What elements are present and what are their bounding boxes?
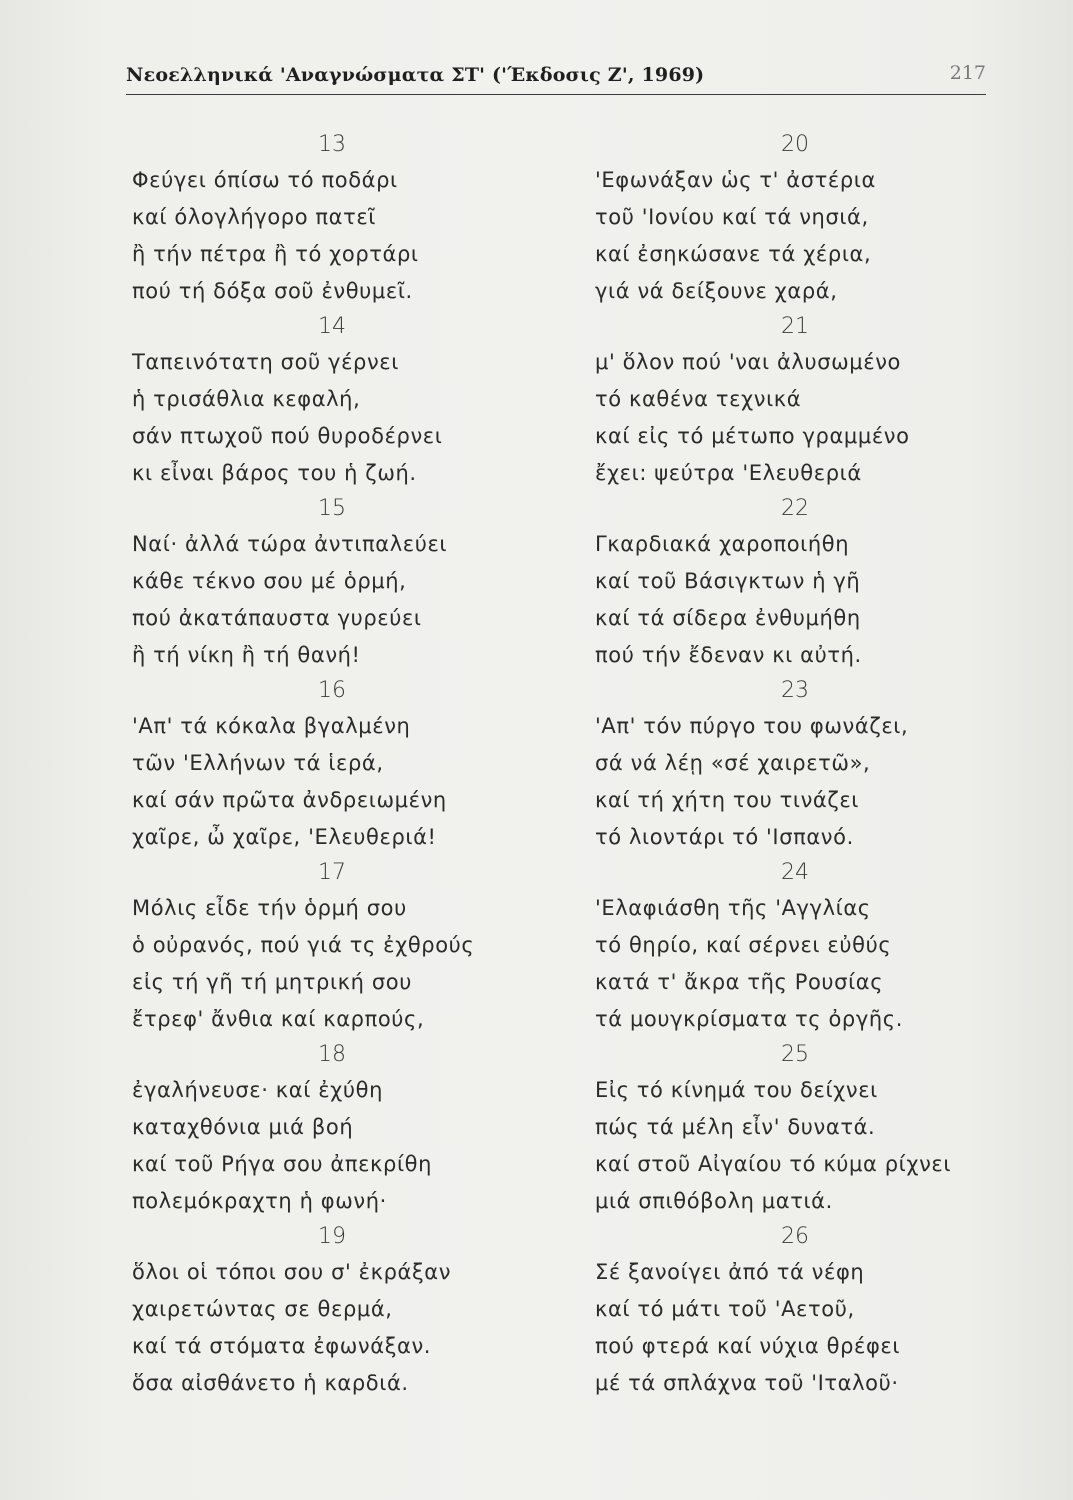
stanza — [132, 856, 552, 1038]
verse-line: ὅσα αἰσθάνετο ἡ καρδιά. — [132, 1371, 409, 1395]
verse-line: καί τοῦ Ρήγα σου ἀπεκρίθη — [132, 1152, 433, 1176]
stanza — [595, 310, 1015, 492]
verse-line: καί τό μάτι τοῦ 'Αετοῦ, — [595, 1297, 855, 1321]
stanza-number: 21 — [781, 314, 809, 339]
verse-line: ἢ τή νίκη ἢ τή θανή! — [132, 643, 361, 667]
stanza — [132, 674, 552, 856]
verse-line: Γκαρδιακά χαροποιήθη — [595, 532, 850, 556]
verse-line: καί τοῦ Βάσιγκτων ἡ γῆ — [595, 569, 861, 593]
stanza — [132, 310, 552, 492]
stanza-number: 14 — [318, 314, 346, 339]
stanza-number: 20 — [781, 132, 809, 157]
verse-line: καί στοῦ Αἰγαίου τό κύμα ρίχνει — [595, 1152, 952, 1176]
verse-line: καί εἰς τό μέτωπο γραμμένο — [595, 424, 910, 448]
stanza — [595, 1038, 1015, 1220]
verse-line: Ναί· ἀλλά τώρα ἀντιπαλεύει — [132, 532, 448, 556]
running-header — [126, 60, 986, 95]
verse-line: τό θηρίο, καί σέρνει εὐθύς — [595, 933, 892, 957]
verse-line: πώς τά μέλη εἶν' δυνατά. — [595, 1115, 876, 1139]
verse-line: γιά νά δείξουνε χαρά, — [595, 279, 838, 303]
verse-line: καί ἐσηκώσανε τά χέρια, — [595, 242, 872, 266]
stanza — [132, 1038, 552, 1220]
verse-line: ἔχει: ψεύτρα 'Ελευθεριά — [595, 461, 862, 485]
stanza-number: 15 — [318, 496, 346, 521]
verse-line: τῶν 'Ελλήνων τά ἱερά, — [132, 751, 384, 775]
stanza — [132, 128, 552, 310]
verse-line: πού τή δόξα σοῦ ἐνθυμεῖ. — [132, 279, 413, 303]
verse-line: πού φτερά καί νύχια θρέφει — [595, 1334, 901, 1358]
stanza — [132, 1220, 552, 1402]
stanza-number: 13 — [318, 132, 346, 157]
stanza-number: 22 — [781, 496, 809, 521]
verse-line: ἔτρεφ' ἄνθια καί καρπούς, — [132, 1007, 425, 1031]
stanza — [595, 674, 1015, 856]
verse-line: καί σάν πρῶτα ἀνδρειωμένη — [132, 788, 447, 812]
verse-line: πού τήν ἔδεναν κι αὐτή. — [595, 643, 862, 667]
verse-line: ἢ τήν πέτρα ἢ τό χορτάρι — [132, 242, 419, 266]
verse-line: εἰς τή γῆ τή μητρική σου — [132, 970, 412, 994]
right-column — [595, 128, 1015, 1402]
verse-line: 'Απ' τόν πύργο του φωνάζει, — [595, 714, 909, 738]
verse-line: σά νά λέῃ «σέ χαιρετῶ», — [595, 751, 871, 775]
verse-line: καί τά στόματα ἐφωνάξαν. — [132, 1334, 432, 1358]
verse-line: κάθε τέκνο σου μέ ὁρμή, — [132, 569, 407, 593]
verse-line: τά μουγκρίσματα τς ὀργῆς. — [595, 1007, 903, 1031]
verse-line: μέ τά σπλάχνα τοῦ 'Ιταλοῦ· — [595, 1371, 899, 1395]
header-title: Νεοελληνικά 'Αναγνώσματα ΣΤ' ('Έκδοσις Ζ', 1969) — [126, 64, 705, 86]
verse-line: καταχθόνια μιά βοή — [132, 1115, 354, 1139]
verse-line: μ' ὅλον πού 'ναι ἀλυσωμένο — [595, 350, 901, 374]
verse-line: 'Απ' τά κόκαλα βγαλμένη — [132, 714, 411, 738]
stanza-number: 19 — [318, 1224, 346, 1249]
verse-line: ὁ οὐρανός, πού γιά τς ἐχθρούς — [132, 933, 475, 957]
verse-line: Ταπεινότατη σοῦ γέρνει — [132, 350, 399, 374]
stanza-number: 18 — [318, 1042, 346, 1067]
verse-line: κι εἶναι βάρος του ἡ ζωή. — [132, 461, 417, 485]
verse-line: πολεμόκραχτη ἡ φωνή· — [132, 1189, 387, 1213]
page-number: 217 — [949, 62, 986, 84]
stanza-number: 17 — [318, 860, 346, 885]
stanza — [595, 492, 1015, 674]
stanza — [595, 856, 1015, 1038]
stanza-number: 23 — [781, 678, 809, 703]
stanza-number: 26 — [781, 1224, 809, 1249]
verse-line: τό καθένα τεχνικά — [595, 387, 802, 411]
stanza — [595, 1220, 1015, 1402]
stanza-number: 16 — [318, 678, 346, 703]
verse-line: ἐγαλήνευσε· καί ἐχύθη — [132, 1078, 383, 1102]
verse-line: χαιρετώντας σε θερμά, — [132, 1297, 393, 1321]
verse-line: πού ἀκατάπαυστα γυρεύει — [132, 606, 422, 630]
verse-line: τό λιοντάρι τό 'Ισπανό. — [595, 825, 854, 849]
verse-line: σάν πτωχοῦ πού θυροδέρνει — [132, 424, 443, 448]
verse-line: χαῖρε, ὦ χαῖρε, 'Ελευθεριά! — [132, 825, 437, 849]
stanza — [132, 492, 552, 674]
verse-line: καί τή χήτη του τινάζει — [595, 788, 860, 812]
verse-line: καί όλογλήγορο πατεῖ — [132, 205, 377, 229]
verse-line: 'Ελαφιάσθη τῆς 'Αγγλίας — [595, 896, 871, 920]
stanza-number: 24 — [781, 860, 809, 885]
verse-line: καί τά σίδερα ἐνθυμήθη — [595, 606, 861, 630]
verse-line: κατά τ' ἄκρα τῆς Ρουσίας — [595, 970, 884, 994]
left-column — [132, 128, 552, 1402]
verse-line: Σέ ξανοίγει ἀπό τά νέφη — [595, 1260, 865, 1284]
verse-line: Φεύγει όπίσω τό ποδάρι — [132, 168, 398, 192]
verse-line: μιά σπιθόβολη ματιά. — [595, 1189, 833, 1213]
stanza — [595, 128, 1015, 310]
verse-line: Εἰς τό κίνημά του δείχνει — [595, 1078, 878, 1102]
verse-line: τοῦ 'Ιονίου καί τά νησιά, — [595, 205, 869, 229]
verse-line: 'Εφωνάξαν ὡς τ' ἀστέρια — [595, 168, 876, 192]
stanza-number: 25 — [781, 1042, 809, 1067]
verse-line: ὅλοι οἱ τόποι σου σ' ἐκράξαν — [132, 1260, 452, 1284]
verse-line: ἡ τρισάθλια κεφαλή, — [132, 387, 361, 411]
verse-line: Μόλις εἶδε τήν ὁρμή σου — [132, 896, 407, 920]
